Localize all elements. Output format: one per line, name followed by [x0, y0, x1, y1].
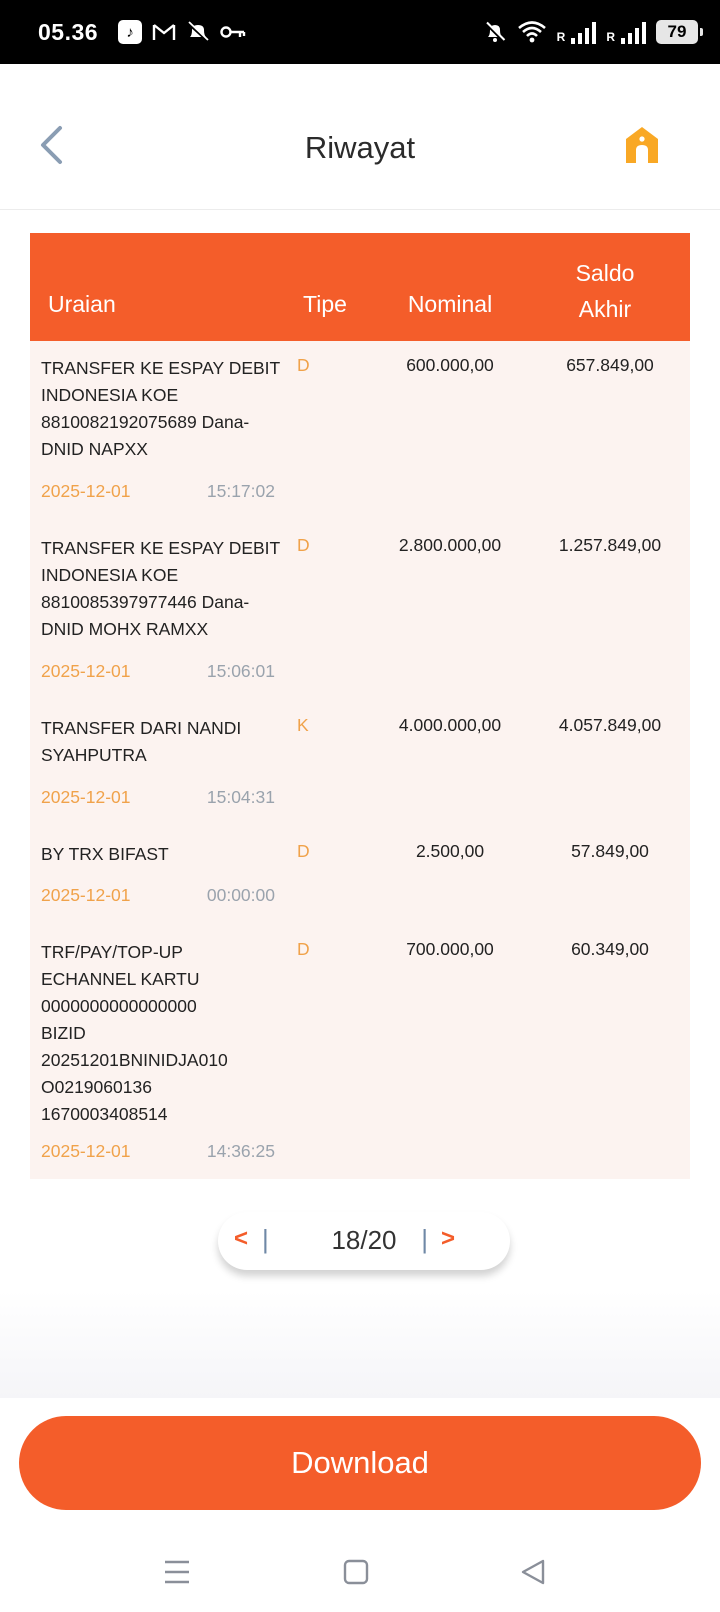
home-square-icon — [342, 1558, 370, 1586]
table-row[interactable] — [30, 827, 690, 925]
home-nav-button[interactable] — [336, 1552, 376, 1592]
system-nav-bar — [0, 1530, 720, 1612]
column-header-saldo-line2: Akhir — [578, 296, 632, 322]
signal-icon-2 — [606, 20, 646, 44]
row-saldo: 57.849,00 — [571, 841, 649, 861]
pagination-separator: | — [421, 1224, 428, 1254]
status-time: 05.36 — [38, 18, 99, 45]
key-icon — [220, 19, 246, 45]
status-bar — [0, 0, 720, 64]
menu-icon — [163, 1559, 191, 1585]
back-triangle-icon — [519, 1558, 547, 1586]
column-header-saldo-akhir — [530, 255, 680, 327]
row-date: 2025-12-01 — [41, 1141, 131, 1161]
row-type: K — [297, 715, 309, 735]
row-description: TRANSFER KE ESPAY DEBIT INDONESIA KOE 8810085397977446 Dana-DNID MOHX RAMXX — [41, 538, 280, 639]
tiktok-icon: ♪ — [118, 20, 142, 44]
bottom-fade — [0, 1290, 720, 1398]
row-nominal: 700.000,00 — [406, 939, 494, 959]
table-header — [30, 233, 690, 341]
row-date: 2025-12-01 — [41, 661, 131, 681]
row-description: BY TRX BIFAST — [41, 844, 169, 864]
status-right-icons — [483, 19, 698, 45]
signal-icon — [557, 20, 597, 44]
battery-icon — [656, 20, 698, 44]
row-saldo: 657.849,00 — [566, 355, 654, 375]
roaming-label: R — [556, 30, 566, 44]
row-time: 15:17:02 — [206, 481, 275, 501]
pagination-separator: | — [262, 1224, 269, 1254]
row-type: D — [297, 939, 310, 959]
battery-level: 79 — [667, 22, 687, 41]
back-nav-button[interactable] — [513, 1552, 553, 1592]
row-description: TRANSFER KE ESPAY DEBIT INDONESIA KOE 8810082192075689 Dana-DNID NAPXX — [41, 358, 280, 459]
row-time: 14:36:25 — [206, 1141, 275, 1161]
home-button[interactable] — [622, 124, 662, 166]
row-nominal: 600.000,00 — [406, 355, 494, 375]
table-row[interactable] — [30, 925, 690, 1179]
row-nominal: 2.500,00 — [415, 841, 485, 861]
bell-off-icon — [483, 19, 507, 45]
row-description: TRANSFER DARI NANDI SYAHPUTRA — [41, 718, 242, 765]
transaction-table — [30, 233, 690, 1179]
row-time: 15:04:31 — [206, 787, 275, 807]
row-nominal: 2.800.000,00 — [398, 535, 502, 555]
row-time: 00:00:00 — [206, 885, 275, 905]
roaming-label: R — [606, 30, 615, 44]
row-time: 15:06:01 — [206, 661, 275, 681]
row-date: 2025-12-01 — [41, 885, 131, 905]
row-saldo: 1.257.849,00 — [558, 535, 662, 555]
pagination-page-label: 18/20 — [331, 1225, 397, 1255]
pagination — [218, 1212, 510, 1270]
gmail-icon — [152, 19, 176, 45]
row-nominal: 4.000.000,00 — [398, 715, 502, 735]
page-title: Riwayat — [304, 130, 416, 165]
download-button[interactable]: Download — [19, 1416, 701, 1510]
table-row[interactable] — [30, 521, 690, 701]
row-saldo: 60.349,00 — [571, 939, 649, 959]
pagination-prev-button[interactable]: < — [234, 1225, 249, 1252]
column-header-nominal: Nominal — [407, 291, 493, 317]
pagination-next-button[interactable]: > — [440, 1225, 455, 1252]
row-saldo: 4.057.849,00 — [558, 715, 662, 735]
column-header-uraian: Uraian — [48, 291, 116, 317]
row-date: 2025-12-01 — [41, 481, 131, 501]
row-type: D — [297, 535, 310, 555]
status-left-icons — [118, 19, 246, 45]
notification-muted-icon — [186, 19, 210, 45]
recent-apps-button[interactable] — [157, 1552, 197, 1592]
row-description: TRF/PAY/TOP-UP ECHANNEL KARTU 0000000000000000 BIZID 20251201BNINIDJA010 O0219060136 1670003408514 — [41, 942, 228, 1124]
table-row[interactable] — [30, 341, 690, 521]
column-header-saldo-line1: Saldo — [575, 260, 635, 286]
table-row[interactable] — [30, 701, 690, 827]
app-header — [0, 64, 720, 210]
home-icon — [624, 125, 660, 165]
wifi-icon — [517, 19, 547, 45]
row-type: D — [297, 841, 310, 861]
row-type: D — [297, 355, 310, 375]
row-date: 2025-12-01 — [41, 787, 131, 807]
column-header-tipe: Tipe — [303, 291, 347, 317]
